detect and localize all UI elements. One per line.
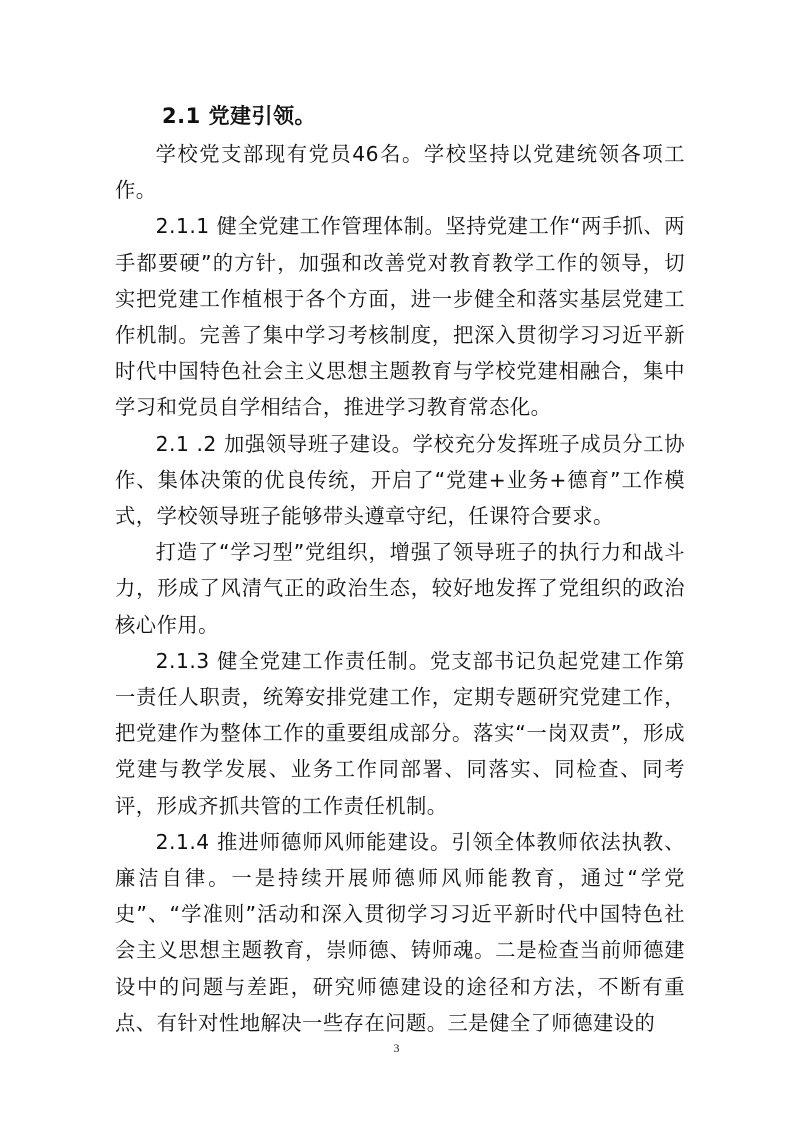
paragraph-party-members: 学校党支部现有党员46名。学校坚持以党建统领各项工作。 — [115, 142, 685, 203]
section-heading: 2.1 党建引领。 — [162, 104, 317, 128]
paragraph-learning-organization: 打造了“学习型”党组织，增强了领导班子的执行力和战斗力，形成了风清气正的政治生态，较好地发挥了党组织的政治核心作用。 — [115, 540, 685, 637]
paragraph-2-1-3: 2.1.3 健全党建工作责任制。党支部书记负起党建工作第一责任人职责，统筹安排党建工作，定期专题研究党建工作，把党建作为整体工作的重要组成部分。落实“一岗双责”，形成党建与教学发展、业务工作同部署、同落实、同检查、同考评，形成齐抓共管的工作责任机制。 — [115, 648, 685, 818]
paragraph-2-1-2: 2.1 .2 加强领导班子建设。学校充分发挥班子成员分工协作、集体决策的优良传统，开启了“党建+业务+德育”工作模式，学校领导班子能够带头遵章守纪，任课符合要求。 — [115, 431, 685, 529]
body-text — [115, 136, 685, 1041]
page-number: 3 — [393, 1041, 400, 1055]
paragraph-2-1-1: 2.1.1 健全党建工作管理体制。坚持党建工作“两手抓、两手都要硬”的方针，加强和改善党对教育教学工作的领导，切实把党建工作植根于各个方面，进一步健全和落实基层党建工作机制。完善了集中学习考核制度，把深入贯彻学习习近平新时代中国特色社会主义思想主题教育与学校党建相融合，集中学习和党员自学相结合，推进学习教育常态化。 — [115, 214, 685, 420]
paragraph-2-1-4: 2.1.4 推进师德师风师能建设。引领全体教师依法执教、廉洁自律。一是持续开展师德师风师能教育，通过“学党史”、“学准则”活动和深入贯彻学习习近平新时代中国特色社会主义思想主题教育，崇师德、铸师魂。二是检查当前师德建设中的问题与差距，研究师德建设的途径和方法，不断有重点、有针对性地解决一些存在问题。三是健全了师德建设的 — [115, 829, 685, 1035]
